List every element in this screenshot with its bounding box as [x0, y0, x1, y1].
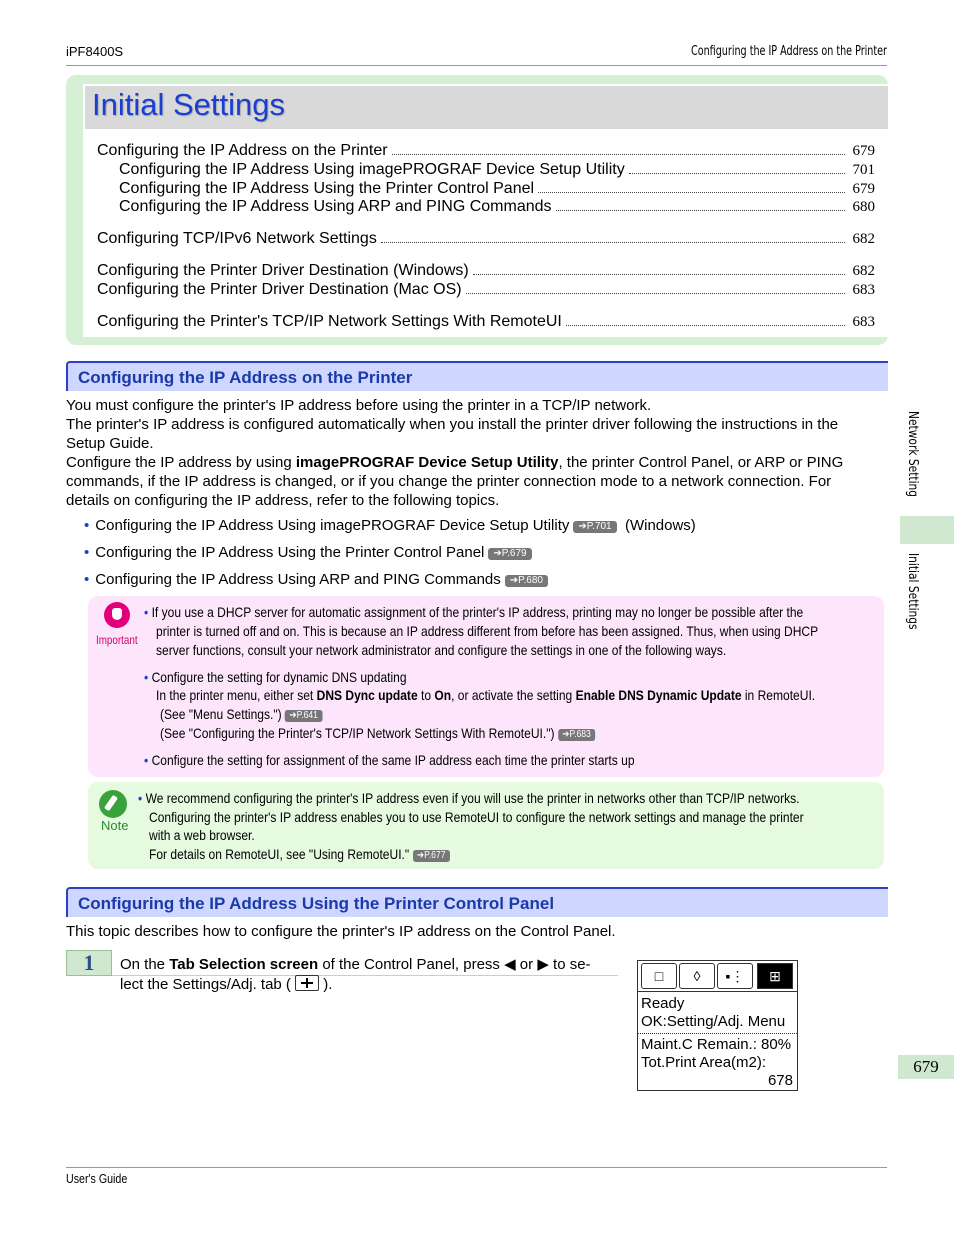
text-line: Configure the setting for assignment of the same IP address each time the printer starts up	[151, 752, 635, 768]
toc-leader	[538, 192, 844, 193]
text: , the printer Control Panel, or ARP or PING	[558, 454, 844, 471]
bullet-icon: •	[84, 544, 90, 561]
section-paragraph	[66, 396, 886, 510]
toc-page: 679	[852, 181, 875, 197]
bullet-icon: •	[144, 604, 149, 620]
important-bullet	[144, 603, 803, 622]
section-heading	[66, 361, 888, 391]
page-ref-link[interactable]: ➔P.701	[573, 521, 616, 533]
text: ).	[319, 976, 333, 993]
toc-entry[interactable]	[119, 180, 875, 198]
toc-entry-text: Configuring the Printer Driver Destination (Windows)	[97, 262, 469, 279]
page-title: Initial Settings	[92, 87, 285, 122]
text: lect the Settings/Adj. tab (	[120, 976, 296, 993]
bullet-text: Configuring the IP Address Using ARP and PING Commands	[95, 571, 501, 588]
page-ref-link[interactable]: ➔P.641	[285, 710, 322, 722]
important-label: Important	[96, 633, 138, 647]
footer-title: User's Guide	[66, 1171, 128, 1186]
bullet-text: Configuring the IP Address Using the Printer Control Panel	[95, 544, 485, 561]
toc-page: 682	[852, 263, 875, 279]
text: , or activate the setting	[451, 687, 576, 703]
text-line: server functions, consult your network administrator and configure the settings in one of the following ways.	[156, 642, 727, 658]
step-line	[120, 955, 620, 975]
paragraph-line: You must configure the printer's IP address before using the printer in a TCP/IP network.	[66, 397, 652, 414]
paragraph-line	[66, 453, 886, 472]
lcd-tab-bar	[638, 961, 797, 992]
paragraph-line: details on configuring the IP address, refer to the following topics.	[66, 492, 500, 509]
section-intro: This topic describes how to configure the printer's IP address on the Control Panel.	[66, 923, 616, 940]
lcd-tab-ink[interactable]	[679, 963, 715, 989]
toc-page: 683	[852, 282, 875, 298]
header-section-title: Configuring the IP Address on the Printer	[691, 44, 887, 59]
section-heading-text: Configuring the IP Address on the Printer	[78, 368, 413, 387]
text: in RemoteUI.	[741, 687, 816, 703]
toc-leader	[392, 154, 845, 155]
text-line: If you use a DHCP server for automatic assignment of the printer's IP address, printing may no longer be possible after the	[151, 604, 804, 620]
section-heading-text: Configuring the IP Address Using the Printer Control Panel	[78, 894, 555, 913]
toc-entry-text: Configuring the IP Address on the Printer	[97, 142, 388, 159]
toc-leader	[566, 325, 845, 326]
toc-page: 679	[852, 143, 875, 159]
toc-entry-text: Configuring the Printer Driver Destination (Mac OS)	[97, 281, 462, 298]
bullet-icon: •	[144, 752, 149, 768]
note-label: Note	[101, 818, 129, 833]
bullet-icon: •	[144, 669, 149, 685]
bold-text: Tab Selection screen	[169, 956, 319, 973]
text: (See "Configuring the Printer's TCP/IP Network Settings With RemoteUI.")	[160, 725, 555, 741]
text: to	[417, 687, 435, 703]
step-text	[120, 955, 620, 995]
important-bullet	[144, 751, 635, 770]
text-line	[149, 845, 450, 864]
important-bullet	[144, 668, 407, 687]
paper-icon: □	[654, 968, 664, 984]
text: or	[515, 956, 538, 973]
toc-leader	[381, 242, 845, 243]
section-heading	[66, 887, 888, 917]
toc-leader	[556, 210, 845, 211]
text-line: printer is turned off and on. This is because an IP address different from before has been assigned. Thus, when using DHCP	[156, 623, 819, 639]
settings-icon: ⊞	[769, 967, 781, 984]
bullet-icon: •	[84, 571, 90, 588]
header-divider	[66, 65, 887, 66]
toc-leader	[466, 293, 845, 294]
toc-leader	[473, 274, 845, 275]
lcd-tab-settings[interactable]	[757, 963, 793, 989]
lcd-print-area-value: 678	[767, 1072, 793, 1089]
bullet-item	[84, 544, 532, 561]
text-line: We recommend configuring the printer's IP address even if you will use the printer in networks other than TCP/IP networks.	[145, 790, 800, 806]
bullet-item	[84, 517, 696, 534]
page-ref-link[interactable]: ➔P.680	[505, 575, 548, 587]
toc-page: 683	[852, 314, 875, 330]
text-line: with a web browser.	[149, 827, 255, 843]
bullet-suffix: (Windows)	[624, 517, 696, 534]
step-line	[120, 975, 620, 995]
paragraph-line: commands, if the IP address is changed, or if you change the printer connection mode to a network connection. For	[66, 473, 832, 490]
text: (See "Menu Settings.")	[160, 706, 282, 722]
lcd-maint-remain: Maint.C Remain.: 80%	[641, 1036, 792, 1053]
text-line	[156, 686, 815, 705]
toc-page: 701	[852, 162, 875, 178]
lcd-menu-hint: OK:Setting/Adj. Menu	[641, 1013, 786, 1030]
toc-page: 680	[852, 199, 875, 215]
lcd-print-area-label: Tot.Print Area(m2):	[641, 1054, 767, 1071]
bold-text: DNS Dync update	[316, 687, 418, 703]
toc-entry-text: Configuring the IP Address Using ARP and PING Commands	[119, 198, 552, 215]
side-chapter-label: Network Setting	[905, 411, 920, 498]
note-bullet	[138, 789, 799, 808]
toc-entry[interactable]	[97, 262, 875, 280]
page-ref-link[interactable]: ➔P.683	[558, 729, 595, 741]
bold-text: On	[434, 687, 452, 703]
bullet-text: Configuring the IP Address Using imagePROGRAF Device Setup Utility	[95, 517, 570, 534]
paragraph-line: Setup Guide.	[66, 435, 154, 452]
ink-drop-icon: ◊	[693, 968, 701, 984]
toc-entry[interactable]	[97, 313, 875, 331]
note-pencil-icon	[99, 790, 127, 818]
bullet-icon: •	[84, 517, 90, 534]
side-tab-marker	[900, 516, 954, 544]
toc-entry[interactable]	[119, 198, 875, 216]
text: For details on RemoteUI, see "Using RemoteUI."	[149, 846, 410, 862]
toc-entry-text: Configuring TCP/IPv6 Network Settings	[97, 230, 377, 247]
lcd-tab-job[interactable]	[717, 963, 753, 989]
lcd-divider	[638, 1033, 797, 1034]
footer-divider	[66, 1167, 887, 1168]
text-line	[160, 724, 595, 743]
page-number: 679	[898, 1055, 954, 1079]
lcd-status: Ready	[641, 995, 685, 1012]
bold-text: imagePROGRAF Device Setup Utility	[295, 454, 559, 471]
lcd-tab-paper[interactable]	[641, 963, 677, 989]
bullet-icon: •	[138, 790, 143, 806]
toc-entry-text: Configuring the Printer's TCP/IP Network Settings With RemoteUI	[97, 313, 562, 330]
toc-entry[interactable]	[97, 281, 875, 299]
bullet-item	[84, 571, 548, 588]
text: to se-	[548, 956, 591, 973]
bold-text: Enable DNS Dynamic Update	[575, 687, 742, 703]
text-line	[160, 705, 322, 724]
toc-entry-text: Configuring the IP Address Using the Printer Control Panel	[119, 180, 535, 197]
text: of the Control Panel, press	[318, 956, 505, 973]
toc-entry-text: Configuring the IP Address Using imagePROGRAF Device Setup Utility	[119, 161, 625, 178]
important-hand-icon	[104, 602, 130, 628]
text-line: Configure the setting for dynamic DNS updating	[151, 669, 407, 685]
toc-entry[interactable]	[119, 161, 875, 179]
toc-entry[interactable]	[97, 142, 875, 160]
toc-entry[interactable]	[97, 230, 875, 248]
settings-tab-icon	[295, 975, 319, 991]
left-arrow-icon: ◀	[504, 956, 516, 973]
toc-leader	[629, 173, 845, 174]
lcd-panel	[637, 960, 798, 1091]
text-line: Configuring the printer's IP address enables you to use RemoteUI to configure the network settings and manage the printer	[149, 809, 804, 825]
paragraph-line: The printer's IP address is configured automatically when you install the printer driver following the instructions in the	[66, 416, 839, 433]
side-section-label: Initial Settings	[905, 553, 920, 630]
page-ref-link[interactable]: ➔P.679	[488, 548, 531, 560]
page-ref-link[interactable]: ➔P.677	[413, 850, 450, 862]
header-model: iPF8400S	[66, 44, 124, 59]
job-icon: ▪⋮	[725, 967, 745, 984]
step-number: 1	[66, 950, 112, 976]
toc-page: 682	[852, 231, 875, 247]
right-arrow-icon: ▶	[537, 956, 549, 973]
text: In the printer menu, either set	[156, 687, 317, 703]
text: On the	[120, 956, 170, 973]
text: Configure the IP address by using	[66, 454, 296, 471]
